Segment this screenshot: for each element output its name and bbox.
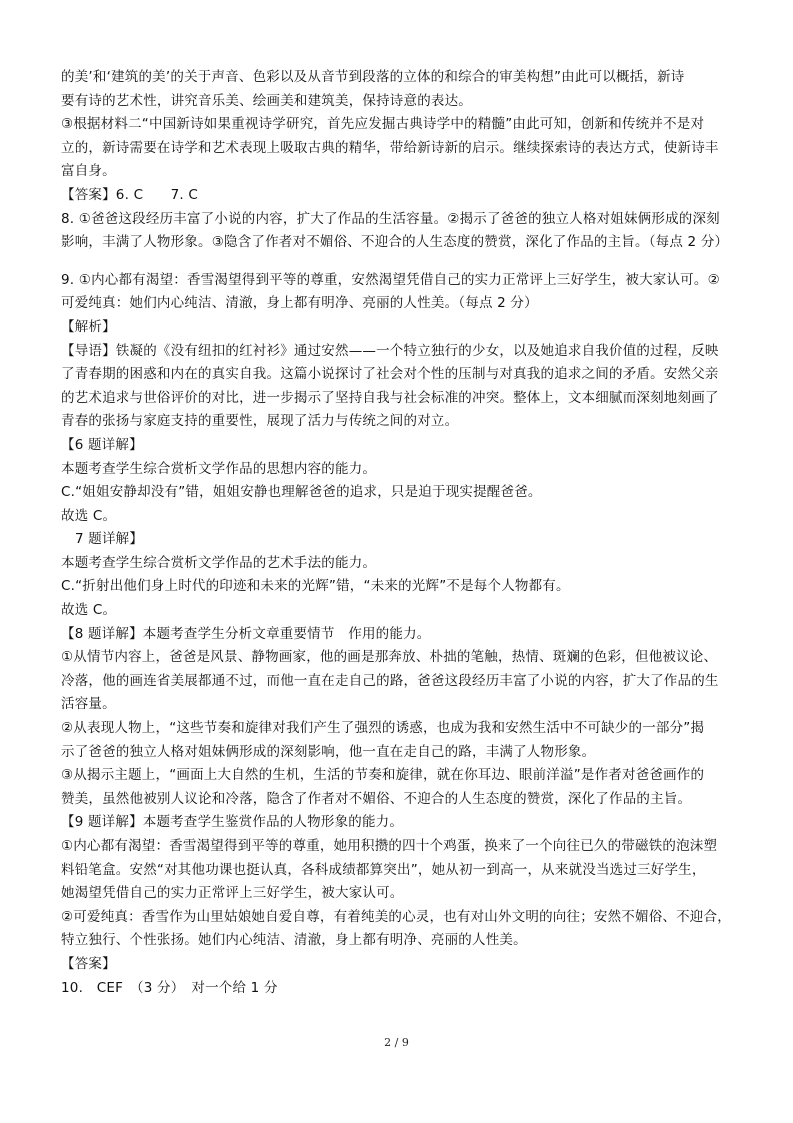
text-line: 可爱纯真：她们内心纯洁、清澈，身上都有明净、亮丽的人性美。（每点 2 分）	[61, 295, 538, 312]
text-line: 的美’和‘建筑的美’的关于声音、色彩以及从音节到段落的立体的和综合的审美构想”由此可以概括，新诗	[61, 69, 685, 85]
text-line: 冷落，他的画连省美展都通不过，而他一直在走自己的路，爸爸这段经历丰富了小说的内容，扩大了作品的生	[61, 672, 719, 689]
text-line: C.“姐姐安静却没有”错，姐姐安静也理解爸爸的追求，只是迫于现实提醒爸爸。	[61, 484, 542, 501]
text-line: C.“折射出他们身上时代的印迹和未来的光辉”错，“未来的光辉”不是每个人物都有。	[61, 578, 570, 595]
text-line: 立的，新诗需要在诗学和艺术表现上吸取古典的精华，带给新诗新的启示。继续探索诗的表达方式，使新诗丰	[61, 139, 719, 156]
text-line: 故选 C。	[61, 507, 117, 524]
text-line: 富自身。	[61, 163, 116, 180]
text-line: 本题考查学生综合赏析文学作品的思想内容的能力。	[61, 460, 377, 477]
text-line: ③从揭示主题上，“画面上大自然的生机，生活的节奏和旋律，就在你耳边、眼前洋溢”是作者对爸爸画作的	[61, 767, 705, 784]
text-line: 7 题详解】	[75, 531, 144, 548]
text-line: 料铅笔盒。安然“对其他功课也挺认真，各科成绩都算突出”，她从初一到高一，从来就没当选过三好学生，	[61, 861, 706, 878]
text-line: ①从情节内容上，爸爸是风景、静物画家，他的画是那奔放、朴拙的笔触，热情、斑斓的色彩，但他被议论、	[61, 649, 718, 666]
text-line: 9. ①内心都有渴望：香雪渴望得到平等的尊重，安然渴望凭借自己的实力正常评上三好学生，被大家认可。②	[61, 271, 720, 288]
text-line: 【9 题详解】本题考查学生鉴赏作品的人物形象的能力。	[61, 814, 404, 831]
document-body	[61, 66, 751, 1000]
text-line: 赞美，虽然他被别人议论和冷落，隐含了作者对不媚俗、不迎合的人生态度的赞赏，深化了作品的主旨。	[61, 790, 692, 807]
text-line: 故选 C。	[61, 602, 117, 619]
text-line: 10. CEF （3 分） 对一个给 1 分	[61, 979, 278, 996]
text-line: 【导语】铁凝的《没有纽扣的红衬衫》通过安然——一个特立独行的少女，以及她追求自我价值的过程，反映	[61, 342, 719, 359]
text-line: ①内心都有渴望：香雪渴望得到平等的尊重，她用积攒的四十个鸡蛋，换来了一个向往已久的带磁铁的泡沫塑	[61, 838, 718, 854]
text-line: 要有诗的艺术性，讲究音乐美、绘画美和建筑美，保持诗意的表达。	[61, 92, 472, 109]
text-line: 青春的张扬与家庭支持的重要性，展现了活力与传统之间的对立。	[61, 413, 459, 430]
text-line: 【6 题详解】	[61, 436, 143, 453]
text-line: 了青春期的困惑和内在的真实自我。这篇小说探讨了社会对个性的压制与对真我的追求之间的矛盾。安然父亲	[61, 366, 719, 383]
paragraph-gap	[61, 255, 751, 269]
text-line: 【解析】	[61, 318, 116, 335]
text-line: 的艺术追求与世俗评价的对比，进一步揭示了坚持自我与社会标准的冲突。整体上，文本细腻而深刻地刻画了	[61, 389, 719, 406]
text-line: 影响，丰满了人物形象。③隐含了作者对不媚俗、不迎合的人生态度的赞赏，深化了作品的主旨。（每点 2 分）	[61, 234, 729, 251]
text-line: 【答案】6. C 7. C	[61, 186, 198, 203]
text-line: ②可爱纯真：香雪作为山里姑娘她自爱自尊，有着纯美的心灵，也有对山外文明的向往；安然不媚俗、不迎合，	[61, 908, 731, 925]
text-line: 活容量。	[61, 696, 116, 713]
text-line: 【答案】	[61, 955, 116, 972]
text-line: 示了爸爸的独立人格对姐妹俩形成的深刻影响，他一直在走自己的路，丰满了人物形象。	[61, 743, 596, 760]
text-line: 她渴望凭借自己的实力正常评上三好学生，被大家认可。	[61, 885, 404, 902]
text-line: 【8 题详解】本题考查学生分析文章重要情节 作用的能力。	[61, 625, 431, 642]
text-line: 8. ①爸爸这段经历丰富了小说的内容，扩大了作品的生活容量。②揭示了爸爸的独立人格对姐妹俩形成的深刻	[61, 210, 720, 227]
text-line: ②从表现人物上，“这些节奏和旋律对我们产生了强烈的诱惑，也成为我和安然生活中不可缺少的一部分”揭	[61, 720, 705, 737]
page-number: 2 / 9	[384, 1036, 409, 1049]
text-line: 本题考查学生综合赏析文学作品的艺术手法的能力。	[61, 554, 377, 571]
text-line: ③根据材料二“中国新诗如果重视诗学研究，首先应发掘古典诗学中的精髓”由此可知，创新和传统并不是对	[61, 116, 705, 133]
text-line: 特立独行、个性张扬。她们内心纯洁、清澈，身上都有明净、亮丽的人性美。	[61, 932, 527, 949]
